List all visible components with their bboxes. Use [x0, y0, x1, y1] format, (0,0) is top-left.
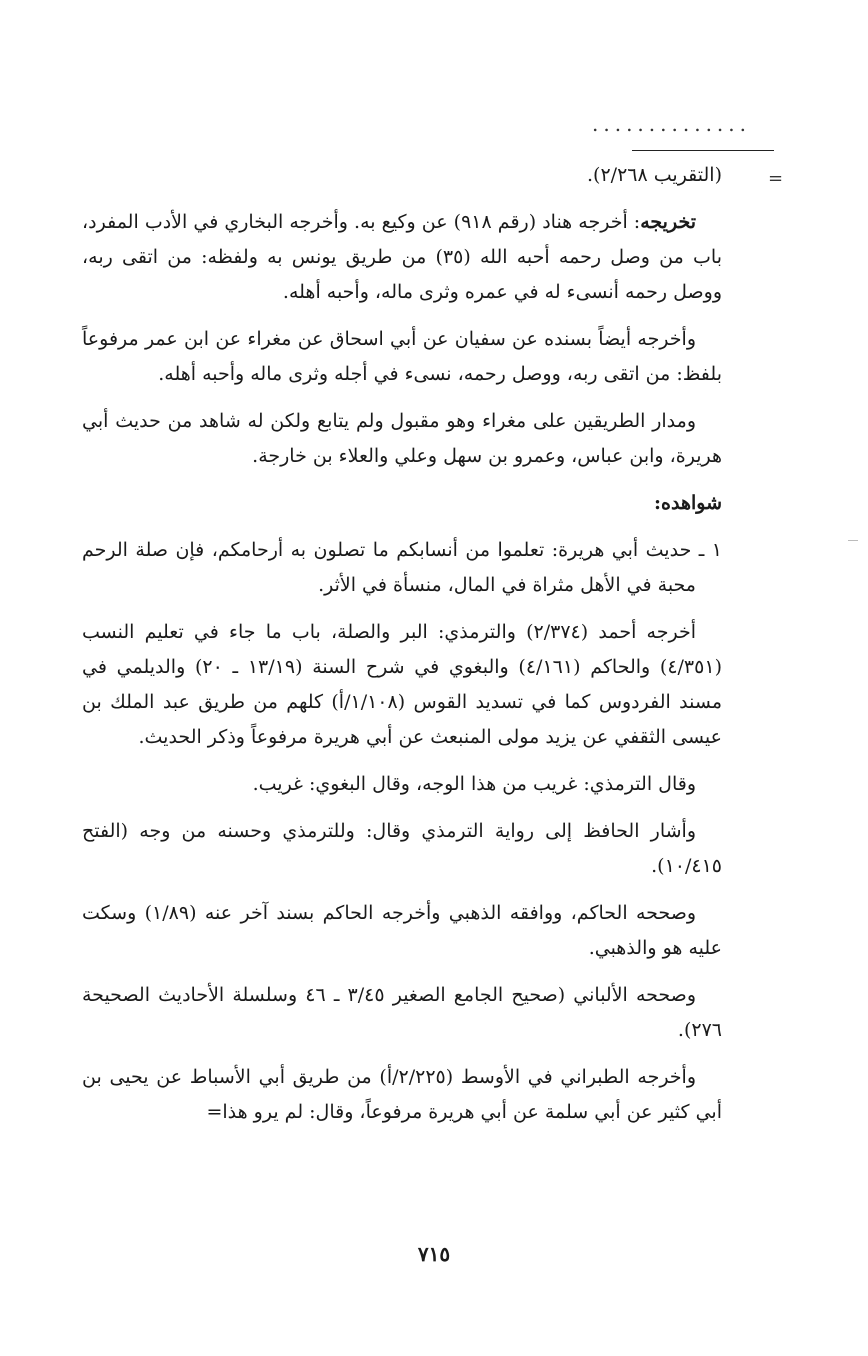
continuation-mark: = [768, 168, 784, 189]
paragraph-takhrij [82, 205, 722, 310]
section-heading-shawahid: شواهده: [654, 492, 722, 514]
paragraph-ibn-umar-route: وأخرجه أيضاً بسنده عن سفيان عن أبي اسحاق عن مغراء عن ابن عمر مرفوعاً بلفظ: من اتقى ربه، ووصل رحمه، نسىء في أجله وثرى ماله وأحبه أهله. [82, 328, 722, 385]
takhrij-text: : أخرجه هناد (رقم ٩١٨) عن وكيع به. وأخرجه البخاري في الأدب المفرد، باب من وصل رحمه أحبه الله (٣٥) من طريق يونس به ولفظه: من اتقى ربه، ووصل رحمه أنسىء له في عمره وثرى ماله، وأحبه أهله. [82, 211, 722, 303]
footnote-dots: .............. [592, 112, 752, 136]
paragraph-tabarani-awsat: وأخرجه الطبراني في الأوسط (٢/٢٢٥/أ) من طريق أبي الأسباط عن يحيى بن أبي كثير عن أبي سلمة عن أبي هريرة مرفوعاً، وقال: لم يرو هذا= [82, 1066, 722, 1123]
paragraph-hadith-abu-hurayra: ١ ـ حديث أبي هريرة: تعلموا من أنسابكم ما تصلون به أرحامكم، فإن صلة الرحم محبة في الأهل مثراة في المال، منسأة في الأثر. [82, 539, 722, 596]
paragraph-madar-turuq: ومدار الطريقين على مغراء وهو مقبول ولم يتابع ولكن له شاهد من حديث أبي هريرة، وابن عباس، وعمرو بن سهل وعلي والعلاء بن خارجة. [82, 410, 722, 467]
page-body [82, 158, 722, 1142]
paragraph-albani-authentication: وصححه الألباني (صحيح الجامع الصغير ٣/٤٥ ـ ٤٦ وسلسلة الأحاديث الصحيحة ٢٧٦). [82, 984, 722, 1041]
paragraph-tirmidhi-comment: وقال الترمذي: غريب من هذا الوجه، وقال البغوي: غريب. [252, 773, 696, 795]
footnote-separator-rule [632, 150, 774, 151]
paragraph-taqrib-reference: (التقريب ٢/٢٦٨). [587, 164, 722, 186]
paragraph-hafiz-reference: وأشار الحافظ إلى رواية الترمذي وقال: وللترمذي وحسنه من وجه (الفتح ١٠/٤١٥). [82, 820, 722, 877]
margin-mark [848, 540, 858, 541]
paragraph-hakim-authentication: وصححه الحاكم، ووافقه الذهبي وأخرجه الحاكم بسند آخر عنه (١/٨٩) وسكت عليه هو والذهبي. [82, 902, 722, 959]
takhrij-label: تخريجه [640, 211, 696, 233]
paragraph-ahmad-tirmidhi: أخرجه أحمد (٢/٣٧٤) والترمذي: البر والصلة، باب ما جاء في تعليم النسب (٤/٣٥١) والحاكم (٤/١٦١) والبغوي في شرح السنة (١٣/١٩ ـ ٢٠) والديلمي في مسند الفردوس كما في تسديد القوس (١/١٠٨/أ) كلهم من طريق عبد الملك بن عيسى الثقفي عن يزيد مولى المنبعث عن أبي هريرة مرفوعاً وذكر الحديث. [82, 621, 722, 748]
page-number: ٧١٥ [417, 1242, 451, 1266]
